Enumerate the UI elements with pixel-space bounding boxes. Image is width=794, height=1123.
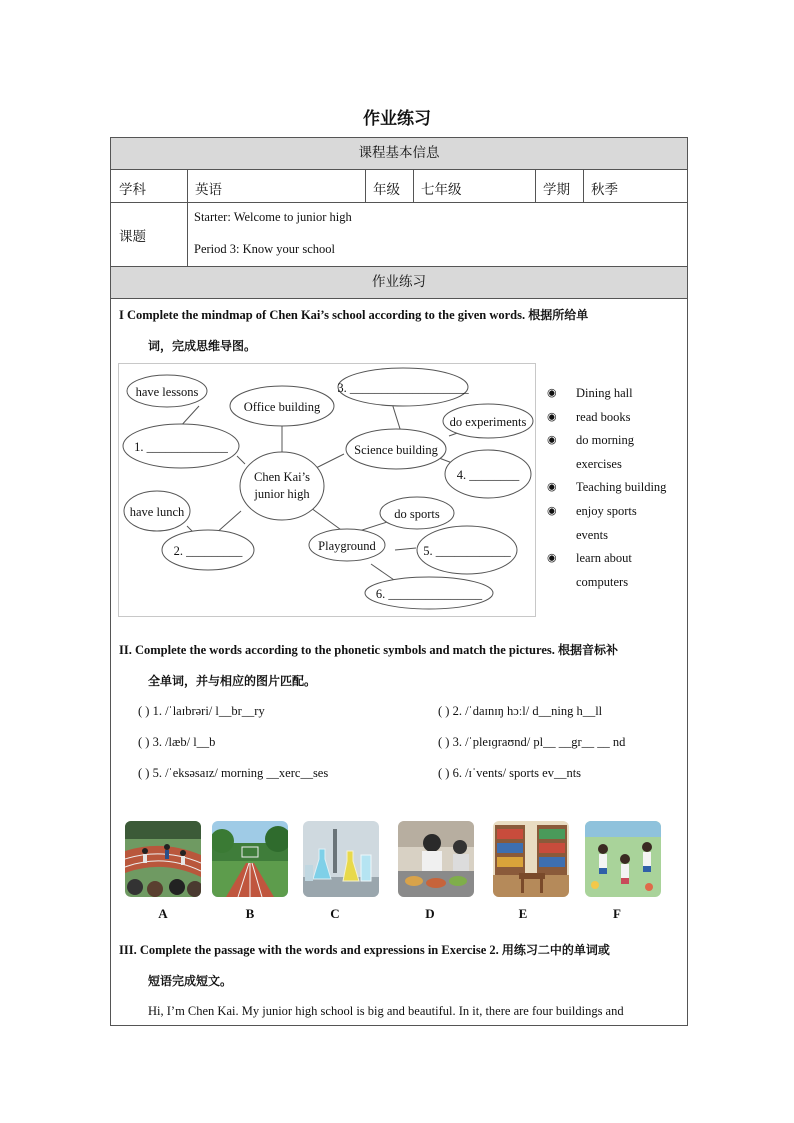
word-bank-item: ◉ do morning — [547, 429, 687, 453]
mindmap-center-line2: junior high — [254, 487, 310, 501]
mindmap-have-lessons: have lessons — [135, 385, 199, 399]
word-bank-item: ◉ Dining hall — [547, 382, 687, 406]
ring-bullet-icon: ◉ — [547, 481, 557, 494]
picture-label-c: C — [330, 906, 340, 921]
picture-sports-events — [585, 821, 661, 897]
mindmap-blank-1: 1. _____________ — [134, 440, 228, 454]
subject-label: 学科 — [119, 182, 146, 198]
mindmap — [118, 363, 536, 617]
mindmap-have-lunch: have lunch — [129, 505, 185, 519]
grade-value: 七年级 — [421, 182, 462, 198]
mindmap-do-sports: do sports — [394, 507, 440, 521]
topic-label: 课题 — [119, 229, 146, 245]
topic-line-1: Starter: Welcome to junior high — [194, 210, 352, 224]
col-divider — [535, 170, 536, 202]
mindmap-do-experiments: do experiments — [449, 415, 527, 429]
picture-label-d: D — [425, 906, 435, 921]
ring-bullet-icon: ◉ — [547, 552, 557, 565]
picture-label-b: B — [245, 906, 255, 921]
part1-heading: I Complete the mindmap of Chen Kai’s school according to the given words. 根据所给单 — [119, 308, 589, 322]
mindmap-blank-2: 2. _________ — [173, 544, 243, 558]
mindmap-playground: Playground — [318, 539, 376, 553]
ring-bullet-icon: ◉ — [547, 410, 557, 423]
part1-heading-cont: 词，完成思维导图。 — [148, 339, 257, 353]
mindmap-office-building: Office building — [243, 400, 321, 414]
course-info-header: 课程基本信息 — [111, 138, 687, 170]
picture-label-a: A — [158, 906, 168, 921]
word-bank-item: ◉ learn about — [547, 547, 687, 571]
exercise-header: 作业练习 — [111, 266, 687, 299]
term-label: 学期 — [543, 182, 570, 198]
col-divider — [413, 170, 414, 202]
ring-bullet-icon: ◉ — [547, 387, 557, 399]
picture-dining-hall — [398, 821, 474, 897]
phonetic-item-5: ( ) 5. /ˈeksəsaɪz/ morning __xerc__ses — [138, 766, 329, 780]
term-value: 秋季 — [591, 182, 618, 198]
mindmap-diagram — [119, 364, 535, 616]
picture-playground — [212, 821, 288, 897]
phonetic-item-1: ( ) 1. /ˈlaɪbrəri/ l__br__ry — [138, 704, 265, 718]
word-bank-item: ◉ Teaching building — [547, 476, 687, 500]
mindmap-blank-4: 4. ________ — [456, 468, 520, 482]
grade-label: 年级 — [373, 182, 400, 198]
part3-heading-cont: 短语完成短文。 — [148, 974, 233, 988]
word-bank — [547, 382, 687, 594]
page-title: 作业练习 — [363, 109, 431, 129]
word-bank-item: ◉ enjoy sports — [547, 500, 687, 524]
mindmap-blank-6: 6. _______________ — [375, 587, 483, 601]
phonetic-item-4: ( ) 3. /ˈpleɪɡraʊnd/ pl__ __gr__ __ nd — [438, 735, 626, 749]
part2-heading: II. Complete the words according to the phonetic symbols and match the pictures. 根据音标补 — [119, 643, 619, 657]
picture-morning-exercises — [125, 821, 201, 897]
mindmap-science-building: Science building — [354, 443, 438, 457]
phonetic-item-3: ( ) 3. /læb/ l__b — [138, 735, 216, 749]
mindmap-blank-5: 5. ____________ — [423, 544, 511, 558]
phonetic-item-2: ( ) 2. /ˈdaɪnɪŋ hɔːl/ d__ning h__ll — [438, 704, 603, 718]
ring-bullet-icon: ◉ — [547, 434, 557, 447]
picture-label-e: E — [518, 906, 528, 921]
picture-library — [493, 821, 569, 897]
passage-text: Hi, I’m Chen Kai. My junior high school is big and beautiful. In it, there are four buildings and — [148, 1004, 624, 1018]
word-bank-item-cont: computers — [576, 574, 629, 589]
word-bank-item-cont: events — [576, 527, 608, 542]
mindmap-blank-3: 3. ___________________ — [337, 381, 469, 395]
topic-line-2: Period 3: Know your school — [194, 242, 335, 256]
mindmap-center-line1: Chen Kai’s — [254, 470, 310, 484]
worksheet-table — [110, 137, 688, 1026]
col-divider — [365, 170, 366, 202]
word-bank-item-cont: exercises — [576, 456, 622, 471]
picture-label-f: F — [613, 906, 621, 921]
part3-heading: III. Complete the passage with the words and expressions in Exercise 2. 用练习二中的单词或 — [119, 943, 610, 957]
col-divider — [583, 170, 584, 202]
phonetic-item-6: ( ) 6. /ɪˈvents/ sports ev__nts — [438, 766, 582, 780]
word-bank-item: ◉ read books — [547, 406, 687, 430]
subject-value: 英语 — [195, 182, 222, 198]
row-divider — [111, 202, 687, 203]
part2-heading-cont: 全单词，并与相应的图片匹配。 — [148, 674, 317, 688]
picture-science-lab — [303, 821, 379, 897]
col-divider — [187, 170, 188, 266]
ring-bullet-icon: ◉ — [547, 504, 557, 517]
